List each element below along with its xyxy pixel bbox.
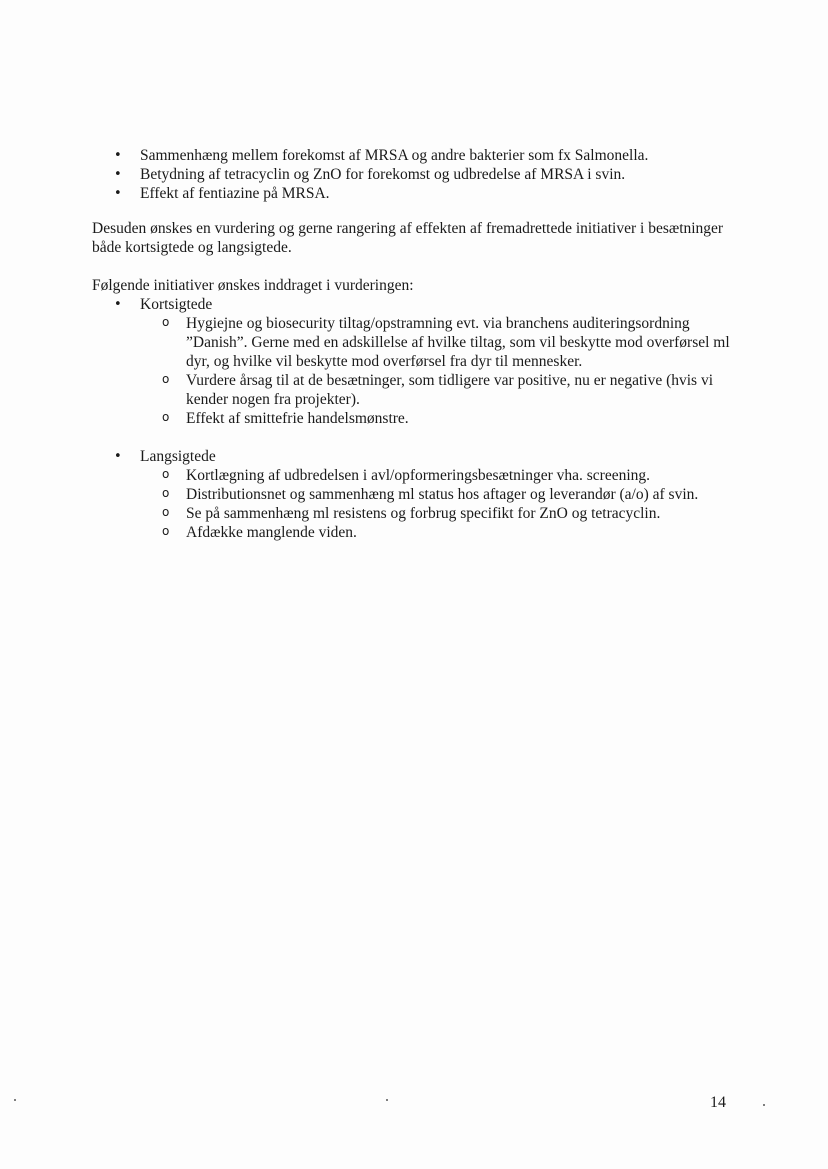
list-item: • Betydning af tetracyclin og ZnO for forekomst og udbredelse af MRSA i svin. (92, 165, 742, 184)
list-item: o Kortlægning af udbredelsen i avl/opformeringsbesætninger vha. screening. (140, 466, 742, 485)
scan-speck (386, 1099, 388, 1101)
list-item: o Vurdere årsag til at de besætninger, som tidligere var positive, nu er negative (hvis vi kender nogen fra projekter). (140, 371, 742, 409)
list-item: o Afdække manglende viden. (140, 523, 742, 542)
long-term-list (140, 466, 742, 542)
list-item: • Sammenhæng mellem forekomst af MRSA og andre bakterier som fx Salmonella. (92, 146, 742, 165)
paragraph-assessment: Desuden ønskes en vurdering og gerne rangering af effekten af fremadrettede initiativer i besætninger både kortsigtede og langsigtede. (92, 220, 724, 256)
group-label: Kortsigtede (140, 296, 213, 313)
top-bullet-list (92, 146, 742, 203)
list-item: o Distributionsnet og sammenhæng ml status hos aftager og leverandør (a/o) af svin. (140, 485, 742, 504)
list-item: o Se på sammenhæng ml resistens og forbrug specifikt for ZnO og tetracyclin. (140, 504, 742, 523)
document-body (92, 146, 742, 542)
paragraph-intro: Følgende initiativer ønskes inddraget i vurderingen: (92, 277, 414, 294)
group-label: Langsigtede (140, 448, 216, 465)
scan-speck (763, 1104, 765, 1106)
list-item: o Effekt af smittefrie handelsmønstre. (140, 409, 742, 428)
list-item: o Hygiejne og biosecurity tiltag/opstramning evt. via branchens auditeringsordning ”Danish”. Gerne med en adskillelse af hvilke tiltag, som vil beskytte mod overførsel ml dyr, og hvilke vil beskytte mod overførsel fra dyr til mennesker. (140, 314, 742, 371)
group-long-term (92, 447, 742, 542)
short-term-list (140, 314, 742, 428)
initiative-groups-long (92, 447, 742, 542)
initiative-groups (92, 295, 742, 428)
group-short-term (92, 295, 742, 428)
page-number: 14 (710, 1094, 726, 1111)
scan-speck (14, 1099, 16, 1101)
list-item: • Effekt af fentiazine på MRSA. (92, 184, 742, 203)
